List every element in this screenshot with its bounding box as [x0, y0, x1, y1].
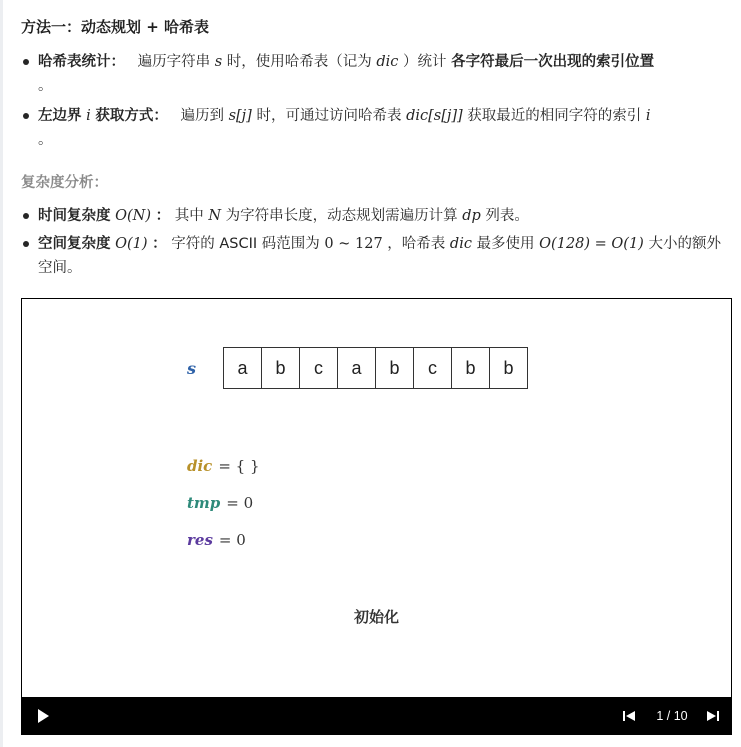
math-o128: O(128) = O(1): [539, 236, 644, 252]
math-time: O(N): [115, 208, 151, 224]
bullet-emphasis: 各字符最后一次出现的索引位置: [451, 54, 655, 70]
variable-tmp: [187, 494, 260, 531]
math-dic: dic: [449, 236, 472, 252]
animation-player: [21, 298, 732, 735]
bullet-text: 字符的 ASCII 码范围为: [171, 236, 320, 252]
bullet-label: 左边界: [38, 108, 82, 124]
variable-panel: [187, 457, 260, 568]
bullet-text: ）统计: [403, 54, 447, 70]
bullet-text: ，哈希表: [387, 236, 446, 252]
bullet-text: 列表。: [485, 208, 529, 224]
math-s-j: s[j]: [228, 108, 252, 124]
string-row: [22, 347, 731, 389]
bullet-hash-count: [38, 50, 732, 98]
bullet-tail: 。: [38, 132, 53, 148]
previous-step-button[interactable]: [617, 697, 641, 735]
string-cell: b: [375, 347, 414, 389]
variable-res: [187, 531, 260, 568]
variable-value: = { }: [218, 457, 260, 475]
bullet-text: 时，使用哈希表（记为: [226, 54, 372, 70]
string-cell: b: [451, 347, 490, 389]
skip-next-icon: [707, 710, 719, 722]
math-space: O(1): [115, 236, 148, 252]
bullet-text: 遍历到: [180, 108, 224, 124]
play-button[interactable]: [31, 697, 55, 735]
bullet-text: 为字符串长度，动态规划需遍历计算: [225, 208, 458, 224]
bullet-text: 时，可通过访问哈希表: [256, 108, 402, 124]
complexity-bullet-list: [38, 204, 732, 280]
method-bullet-list: [38, 50, 732, 152]
step-caption: 初始化: [353, 608, 399, 626]
string-cell: b: [261, 347, 300, 389]
string-cell: c: [299, 347, 338, 389]
bullet-text: 大小的额外空间。: [38, 236, 721, 276]
string-cell: c: [413, 347, 452, 389]
string-cells: [224, 347, 528, 389]
string-cell: b: [489, 347, 528, 389]
bullet-colon: ：: [152, 236, 167, 252]
bullet-text: 其中: [174, 208, 204, 224]
variable-value: = 0: [226, 494, 254, 512]
math-i: i: [86, 108, 91, 124]
bullet-text: 最多使用: [476, 236, 535, 252]
bullet-text: 遍历字符串: [137, 54, 211, 70]
complexity-heading: 复杂度分析：: [21, 175, 108, 191]
variable-name: tmp: [187, 494, 221, 512]
math-range: 0 ~ 127: [324, 236, 383, 252]
math-s: s: [214, 54, 223, 70]
variable-name: dic: [187, 457, 213, 475]
math-n: N: [208, 208, 222, 224]
play-icon: [37, 709, 49, 723]
left-border: [0, 0, 3, 747]
skip-previous-icon: [623, 710, 635, 722]
string-label: s: [187, 359, 197, 378]
math-dic: dic: [376, 54, 399, 70]
bullet-label: 哈希表统计：: [38, 54, 125, 70]
variable-dic: [187, 457, 260, 494]
variable-value: = 0: [218, 531, 246, 549]
bullet-text: 获取最近的相同字符的索引: [467, 108, 642, 124]
player-controls: [21, 697, 732, 735]
variable-name: res: [187, 531, 213, 549]
string-cell: a: [223, 347, 262, 389]
bullet-space-complexity: [38, 232, 732, 280]
math-dic-s-j: dic[s[j]]: [406, 108, 463, 124]
bullet-colon: ：: [155, 208, 171, 224]
method-heading: 方法一：动态规划 + 哈希表: [21, 18, 210, 36]
math-dp: dp: [462, 208, 481, 224]
next-step-button[interactable]: [701, 697, 725, 735]
bullet-tail: 。: [38, 78, 53, 94]
string-cell: a: [337, 347, 376, 389]
bullet-time-complexity: [38, 204, 732, 228]
bullet-label: 时间复杂度: [38, 208, 111, 224]
bullet-left-boundary: [38, 104, 732, 152]
bullet-label: 获取方式：: [95, 108, 168, 124]
math-i: i: [645, 108, 651, 124]
step-counter: 1 / 10: [656, 709, 688, 723]
bullet-label: 空间复杂度: [38, 236, 111, 252]
